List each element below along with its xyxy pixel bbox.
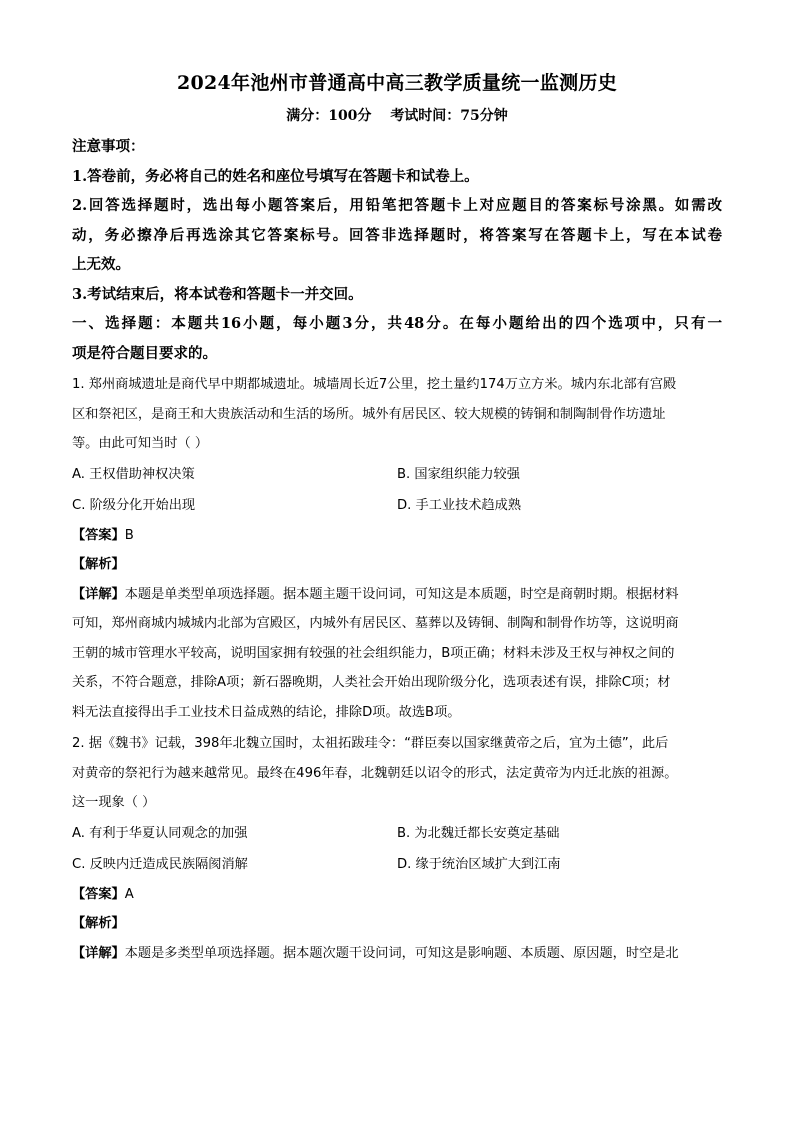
q1-analysis-tag: 【解析】 (72, 557, 125, 572)
q1-detail-text-1: 本题是单类型单项选择题。据本题主题干设问词，可知这是本质题，时空是商朝时期。根据材料 (124, 586, 679, 602)
q2-answer-value: A (124, 886, 134, 902)
q1-stem-line-3: 等。由此可知当时（ ） (72, 436, 209, 451)
q2-answer-tag: 【答案】 (72, 886, 125, 902)
q1-answer-value: B (124, 527, 134, 543)
note-item-2-line-2: 动，务必擦净后再选涂其它答案标号。回答非选择题时，将答案写在答题卡上，写在本试卷 (72, 226, 722, 244)
q2-answer (72, 880, 722, 910)
q1-option-a: A. 王权借助神权决策 (72, 466, 195, 482)
q1-option-d: D. 手工业技术趋成熟 (397, 497, 522, 513)
q1-stem-line-2: 区和祭祀区，是商王和大贵族活动和生活的场所。城外有居民区、较大规模的铸铜和制陶制骨作坊遗址 (72, 406, 666, 422)
note-item-2-line-1: 2.回答选择题时，选出每小题答案后，用铅笔把答题卡上对应题目的答案标号涂黑。如需改 (72, 197, 722, 214)
q2-option-d: D. 缘于统治区域扩大到江南 (397, 856, 561, 872)
q2-option-c: C. 反映内迁造成民族隔阂消解 (72, 856, 248, 872)
q2-option-b: B. 为北魏迁都长安奠定基础 (397, 825, 560, 841)
q1-detail-line-4: 关系，不符合题意，排除A项；新石器晚期，人类社会开始出现阶级分化，选项表述有误，排除C项；材 (72, 675, 671, 690)
q2-stem-line-2: 对黄帝的祭祀行为越来越常见。最终在496年春，北魏朝廷以诏令的形式，法定黄帝为内迁北族的祖源。 (72, 765, 678, 781)
q1-detail-line-2: 可知，郑州商城内城城内北部为宫殿区，内城外有居民区、墓葬以及铸铜、制陶和制骨作坊等，这说明商 (72, 616, 679, 631)
q1-detail-line-1 (72, 580, 722, 610)
page-title: 2024年池州市普通高中高三教学质量统一监测历史 (176, 72, 618, 94)
q2-stem-line-3: 这一现象（ ） (72, 795, 156, 810)
q1-detail-tag: 【详解】 (72, 586, 125, 602)
q1-options-row-2 (72, 490, 722, 521)
q2-options-row-1 (72, 818, 722, 849)
section-heading-line-2: 项是符合题目要求的。 (72, 344, 217, 362)
question-1 (72, 370, 722, 727)
q1-detail-line-3: 王朝的城市管理水平较高，说明国家拥有较强的社会组织能力，B项正确；材料未涉及王权与神权之间的 (72, 645, 675, 661)
q2-detail-tag: 【详解】 (72, 945, 125, 961)
note-item-3: 3.考试结束后，将本试卷和答题卡一并交回。 (72, 285, 363, 303)
q1-answer (72, 521, 722, 551)
q1-option-c: C. 阶级分化开始出现 (72, 497, 196, 513)
exam-page (72, 70, 722, 968)
exam-info (72, 106, 722, 126)
exam-time: 考试时间：75分钟 (390, 108, 508, 124)
question-2 (72, 729, 722, 968)
q2-option-a: A. 有利于华夏认同观念的加强 (72, 825, 248, 841)
q2-analysis-tag: 【解析】 (72, 916, 125, 931)
q1-answer-tag: 【答案】 (72, 527, 125, 543)
q1-detail-line-5: 料无法直接得出手工业技术日益成熟的结论，排除D项。故选B项。 (72, 704, 461, 720)
q2-detail-text-1: 本题是多类型单项选择题。据本题次题干设问词，可知这是影响题、本质题、原因题，时空是北 (124, 945, 679, 961)
full-score: 满分：100分 (286, 108, 372, 124)
notes-heading: 注意事项： (72, 138, 145, 155)
q2-options-row-2 (72, 849, 722, 880)
section-heading-line-1: 一、选择题：本题共16小题，每小题3分，共48分。在每小题给出的四个选项中，只有一 (72, 315, 722, 332)
q2-analysis-heading (72, 909, 722, 939)
q1-stem-line-1: 1. 郑州商城遗址是商代早中期都城遗址。城墙周长近7公里，挖土量约174万立方米。城内东北部有宫殿 (72, 377, 677, 392)
q1-analysis-heading (72, 550, 722, 580)
note-item-2-line-3: 上无效。 (72, 256, 130, 273)
q1-option-b: B. 国家组织能力较强 (397, 466, 520, 482)
q1-options-row-1 (72, 459, 722, 490)
q2-detail-line-1 (72, 939, 722, 969)
q2-stem-line-1: 2. 据《魏书》记载，398年北魏立国时，太祖拓跋珪令：“群臣奏以国家继黄帝之后，宜为土德”，此后 (72, 736, 669, 751)
note-item-1: 1.答卷前，务必将自己的姓名和座位号填写在答题卡和试卷上。 (72, 167, 479, 185)
